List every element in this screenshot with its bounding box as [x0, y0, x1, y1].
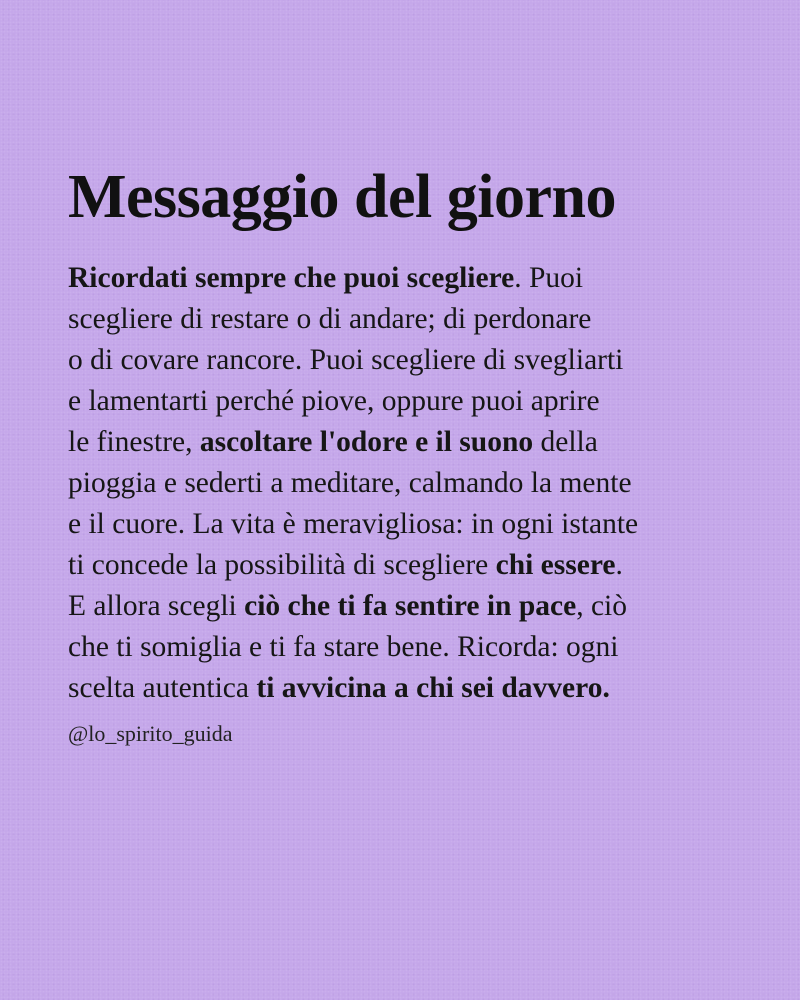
message-body [68, 258, 758, 709]
emphasized-text: ascoltare l'odore e il suono [199, 426, 534, 458]
message-line [68, 463, 758, 504]
message-line [68, 299, 758, 340]
message-line [68, 381, 758, 422]
message-line [68, 586, 758, 627]
message-text: che ti somiglia e ti fa stare bene. Ricorda: ogni [68, 631, 619, 663]
message-line [68, 668, 758, 709]
message-text: E allora scegli [68, 590, 245, 622]
message-text: della [533, 426, 598, 458]
message-text: o di covare rancore. Puoi scegliere di svegliarti [68, 344, 624, 376]
message-line [68, 422, 758, 463]
message-text: . [615, 549, 623, 581]
message-line [68, 545, 758, 586]
message-line [68, 340, 758, 381]
message-text: e il cuore. La vita è meravigliosa: in ogni istante [68, 508, 639, 540]
message-text: pioggia e sederti a meditare, calmando la mente [68, 467, 632, 499]
emphasized-text: ciò che ti fa sentire in pace [244, 590, 577, 622]
message-text: le finestre, [68, 426, 200, 458]
emphasized-text: chi essere [495, 549, 616, 581]
message-title: Messaggio del giorno [68, 163, 616, 231]
message-text: scegliere di restare o di andare; di perdonare [68, 303, 592, 335]
message-text: e lamentarti perché piove, oppure puoi aprire [68, 385, 600, 417]
message-block [68, 158, 758, 749]
message-text: . Puoi [514, 262, 584, 294]
message-text: , ciò [576, 590, 627, 622]
message-line [68, 627, 758, 668]
author-handle[interactable]: @lo_spirito_guida [68, 721, 233, 746]
message-line [68, 258, 758, 299]
message-text: scelta autentica [68, 672, 257, 704]
emphasized-text: ti avvicina a chi sei davvero. [256, 672, 610, 704]
message-text: ti concede la possibilità di scegliere [68, 549, 496, 581]
emphasized-text: Ricordati sempre che puoi scegliere [68, 262, 515, 294]
message-line [68, 504, 758, 545]
